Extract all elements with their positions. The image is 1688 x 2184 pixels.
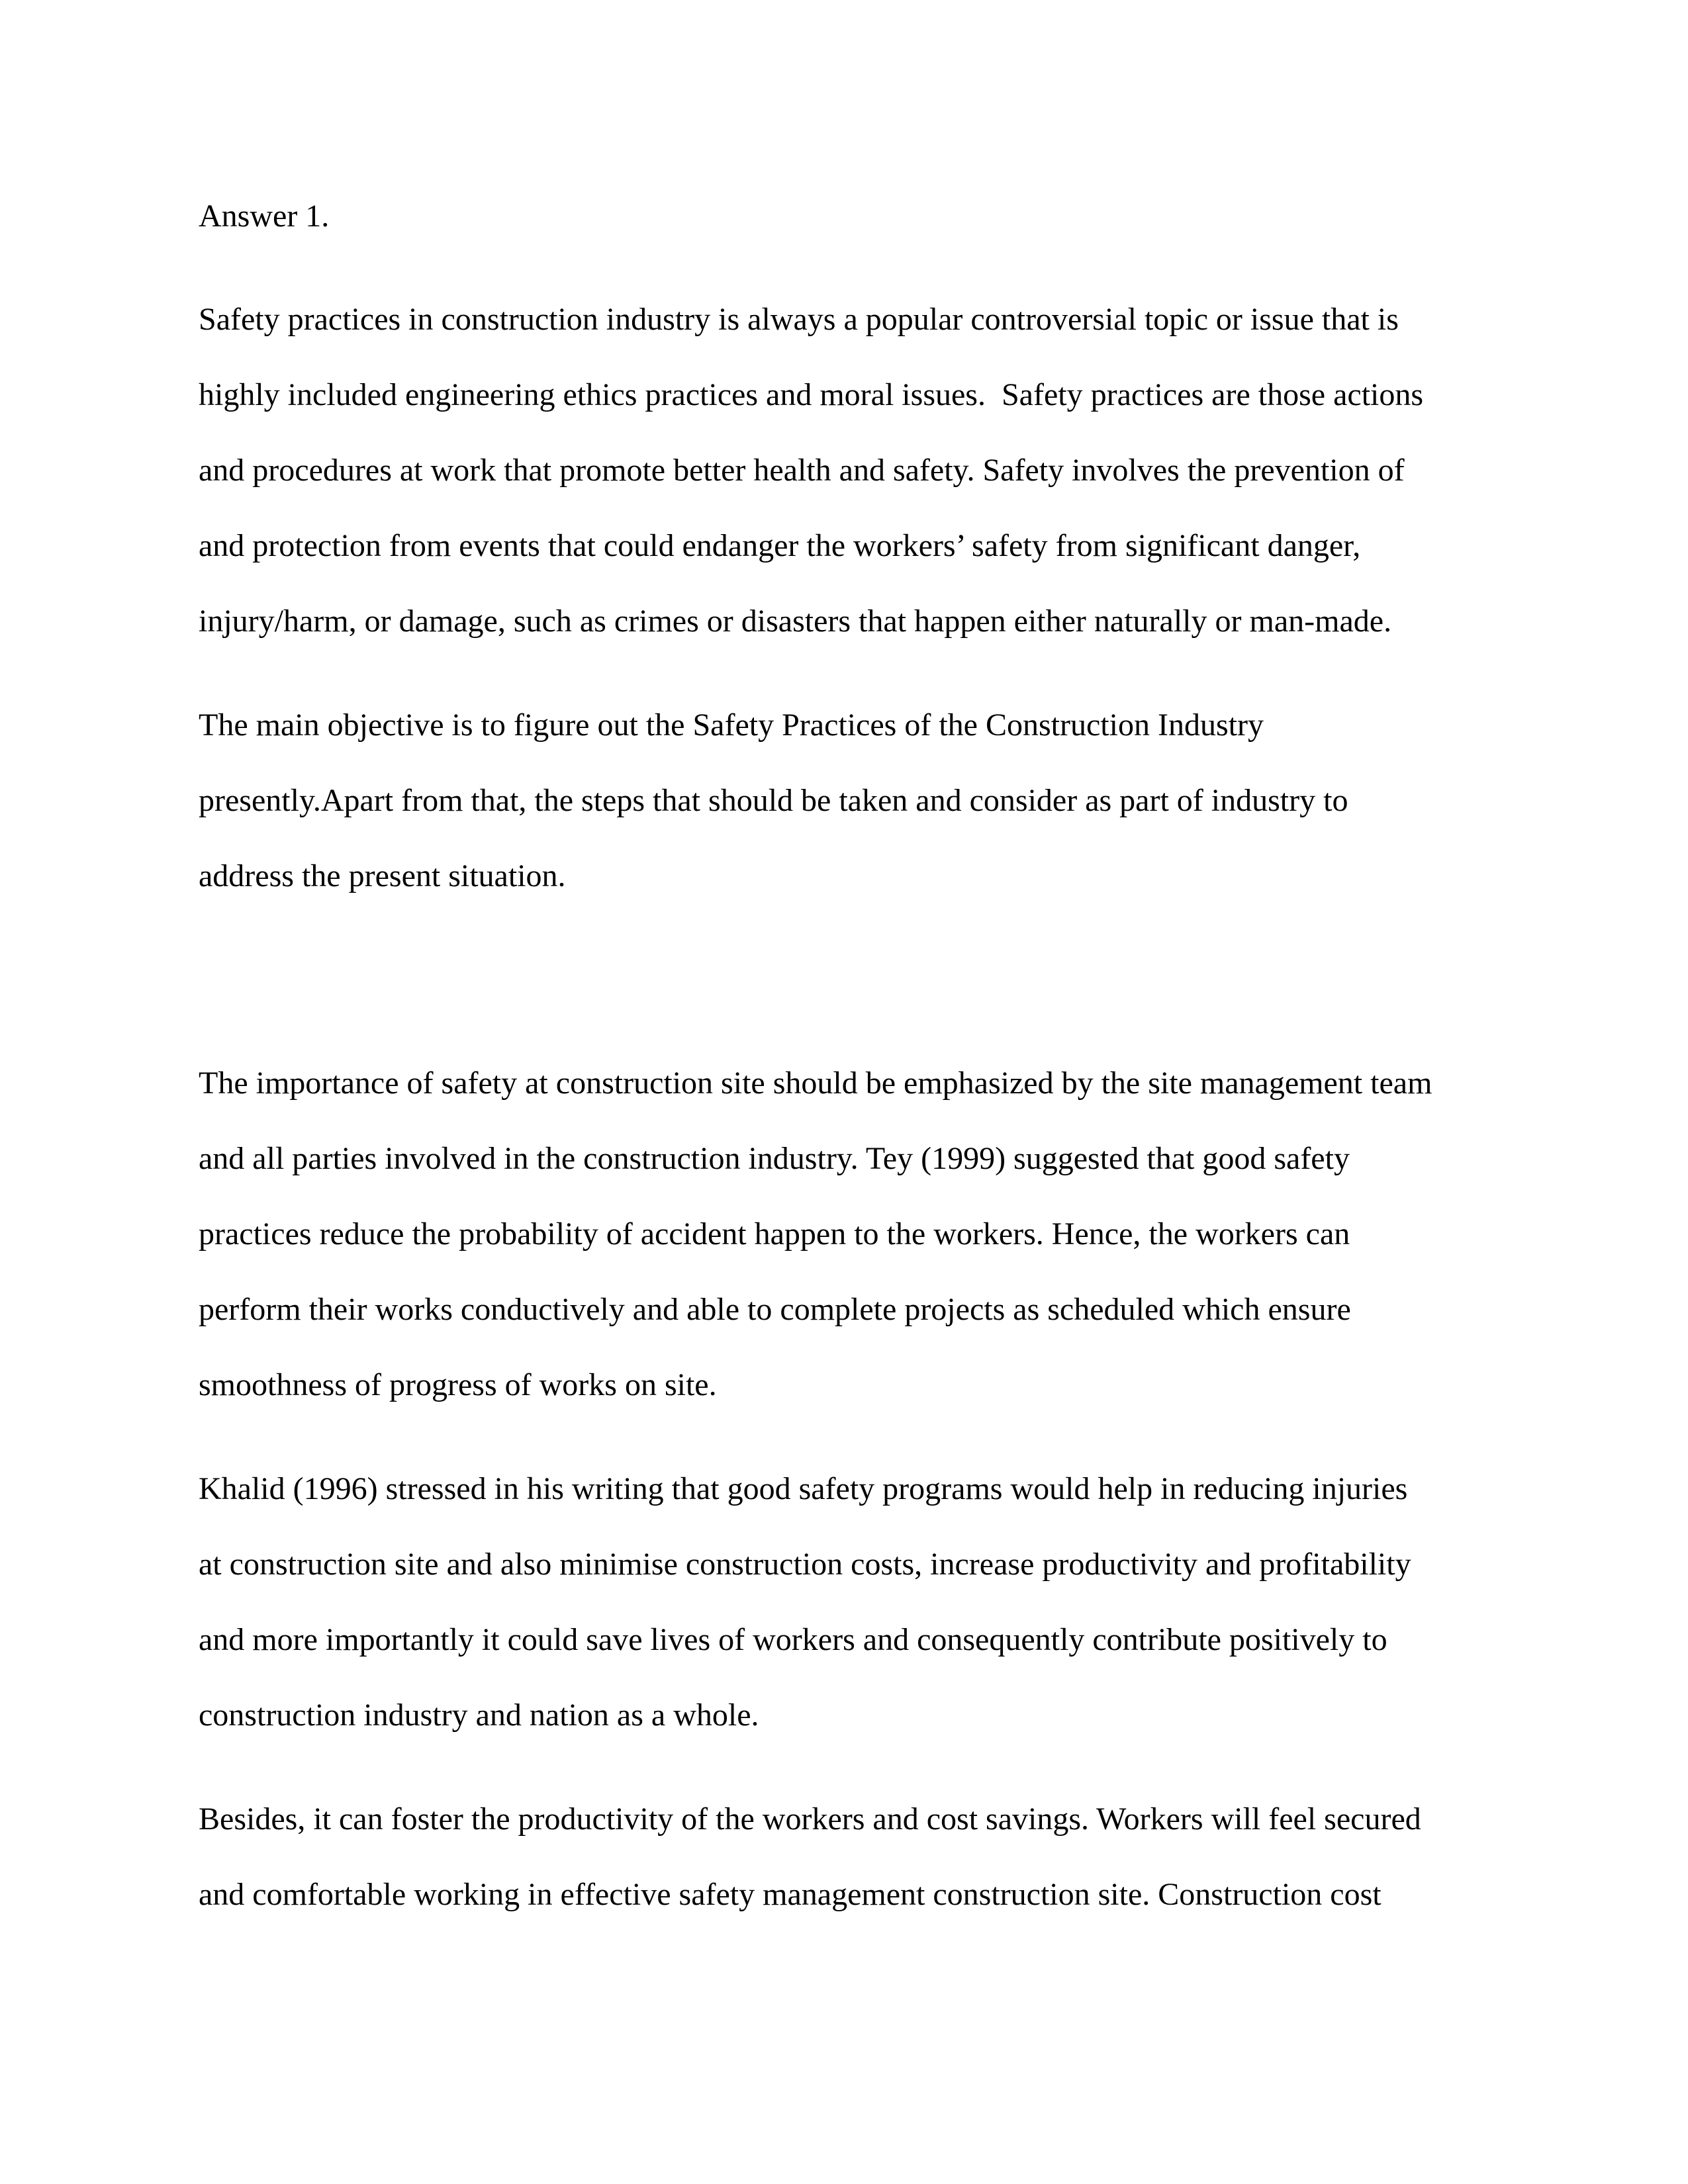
text-line: construction industry and nation as a whole. [199,1698,759,1733]
text-line: and procedures at work that promote better health and safety. Safety involves the prevention of [199,453,1405,488]
text-line: and comfortable working in effective safety management construction site. Construction cost [199,1877,1382,1912]
text-line: injury/harm, or damage, such as crimes or disasters that happen either naturally or man-made. [199,604,1392,639]
text-line: The importance of safety at construction site should be emphasized by the site management team [199,1066,1432,1101]
text-line: Khalid (1996) stressed in his writing that good safety programs would help in reducing injuries [199,1471,1408,1506]
text-line: Besides, it can foster the productivity of the workers and cost savings. Workers will feel secured [199,1801,1421,1837]
text-line: and all parties involved in the construction industry. Tey (1999) suggested that good safety [199,1141,1350,1176]
text-line: and protection from events that could endanger the workers’ safety from significant danger, [199,528,1361,563]
answer-heading: Answer 1. [199,199,330,234]
text-line: at construction site and also minimise construction costs, increase productivity and profitability [199,1547,1411,1582]
text-line: address the present situation. [199,858,566,893]
text-line: Safety practices in construction industry is always a popular controversial topic or issue that is [199,302,1399,337]
text-line: practices reduce the probability of accident happen to the workers. Hence, the workers can [199,1216,1350,1251]
text-line: highly included engineering ethics practices and moral issues. Safety practices are those actions [199,377,1424,412]
text-line: smoothness of progress of works on site. [199,1367,717,1402]
text-line: presently.Apart from that, the steps that should be taken and consider as part of industry to [199,783,1348,818]
text-line: The main objective is to figure out the Safety Practices of the Construction Industry [199,707,1264,743]
text-line: and more importantly it could save lives of workers and consequently contribute positively to [199,1622,1387,1657]
text-line: perform their works conductively and able to complete projects as scheduled which ensure [199,1292,1351,1327]
